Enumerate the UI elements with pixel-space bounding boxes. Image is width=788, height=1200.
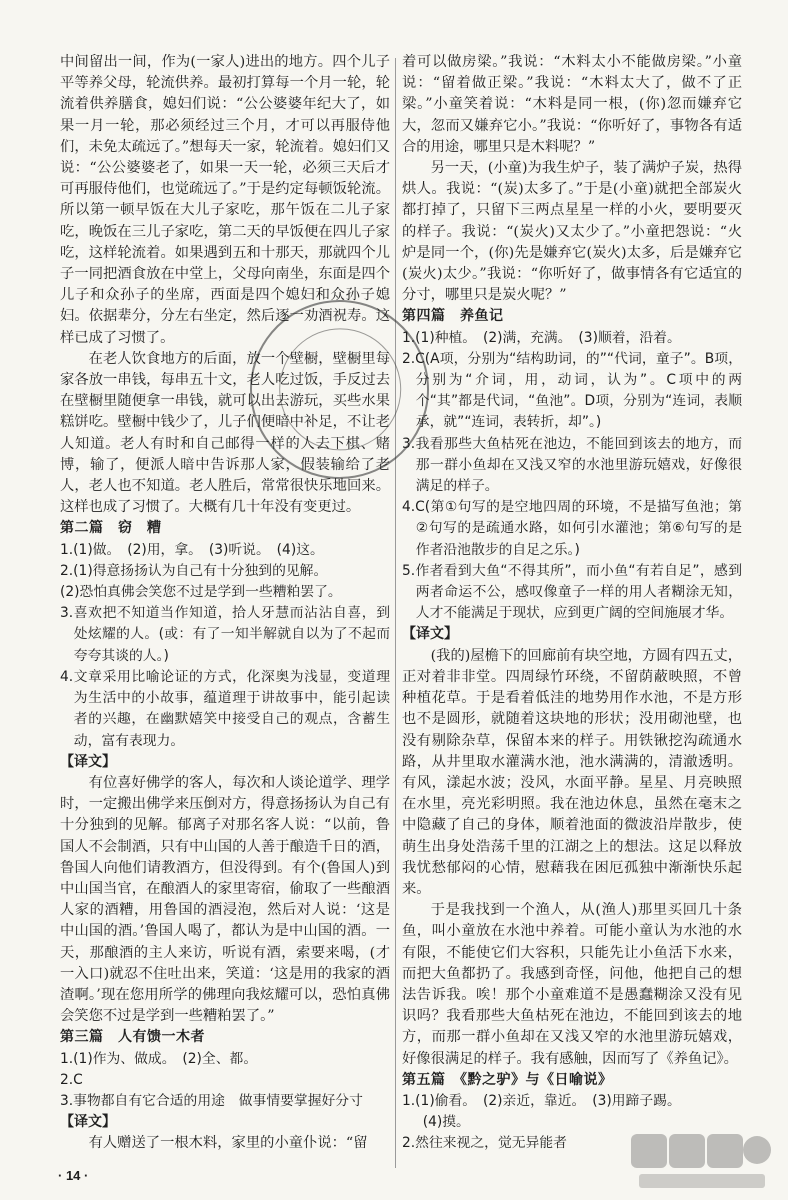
answer-item: 1.(1)种植。 (2)满，充满。 (3)顺着，沿着。 <box>402 329 681 346</box>
translation-text: 于是我找到一个渔人，从(渔人)那里买回几十条鱼，叫小童放在水池中养着。可能小童认为水池的水有限，不能使它们大容积，只能先让小鱼活下水来，而把大鱼都扔了。我感到奇怪，问他，他把自己的想法告诉我。唉！那个小童难道不是愚蠢糊涂又没有见识吗？我看那些大鱼枯死在池边，不能回到该去的地方，而那一群小鱼却在又浅又窄的水池里游玩嬉戏，好像很满足的样子。我有感触，因而写了《养鱼记》。 <box>402 902 742 1067</box>
column-divider <box>395 58 396 1168</box>
section-heading: 第四篇 养鱼记 <box>402 308 504 325</box>
translation-tag: 【译文】 <box>60 1114 116 1131</box>
section-heading: 第二篇 窃 糟 <box>60 520 162 537</box>
paragraph: 在老人饮食地方的后面，放一个壁橱，壁橱里每家各放一串钱，每串五十文，老人吃过饭，手反过去在壁橱里随便拿一串钱，就可以出去游玩，买些水果糕饼吃。壁橱中钱少了，儿子们便暗中补足，不让老人知道。老人有时和自己邮得一样的人去下棋、赌博，输了，便派人暗中告诉那人家，假装输给了老人，老人也不知道。老人胜后，常常很快乐地回来。这样也成了习惯了。大概有几十年没有变更过。 <box>60 350 390 516</box>
answer-item: 2.然往来视之，觉无异能者 <box>402 1135 567 1152</box>
answer-item: 2.(1)得意扬扬认为自己有十分独到的见解。 <box>60 562 328 579</box>
answer-item: 1.(1)做。 (2)用，拿。 (3)听说。 (4)这。 <box>60 541 324 558</box>
section-heading: 第五篇 《黔之驴》与《日喻说》 <box>402 1071 613 1088</box>
answer-item: 4.C(第①句写的是空地四周的环境，不是描写鱼池；第②句写的是疏通水路，如何引水灌池；第⑥句写的是作者沿池散步的自足之乐。) <box>402 499 742 558</box>
answer-item: 2.C <box>60 1071 83 1088</box>
translation-text: 有人赠送了一根木料，家里的小童仆说：“留 <box>88 1135 368 1152</box>
answer-item: 3.喜欢把不知道当作知道，拾人牙慧而沾沾自喜，到处炫耀的人。(或：有了一知半解就自以为了不起而夸夸其谈的人。) <box>60 605 390 664</box>
paragraph: 另一天，(小童)为我生炉子，装了满炉子炭，热得烘人。我说：“(炭)太多了。”于是(小童)就把全部炭火都打掉了，只留下三两点星星一样的小火，要明要灭的样子。我说：“(炭火)又太少了。”小童把怨说：“火炉是同一个，(你)先是嫌弃它(炭火)太多，后是嫌弃它(炭火)太少。”我说：“你听好了，做事情各有它适宜的分寸，哪里只是炭火呢？” <box>402 160 742 304</box>
answer-item: (4)摸。 <box>422 1114 470 1131</box>
translation-tag: 【译文】 <box>402 626 458 643</box>
paragraph: 中间留出一间，作为(一家人)进出的地方。四个儿子平等养父母，轮流供养。最初打算每一个月一轮，轮流着供养膳食，媳妇们说：“公公婆婆年纪大了，如果一月一轮，那必须经过三个月，才可以再服侍他们，未免太疏远了。”想每天一家，轮流着。媳妇们又说：“公公婆婆老了，如果一天一轮，必须三天后才可再服侍他们，也觉疏远了。”于是约定每顿饭轮流。所以第一顿早饭在大儿子家吃，那午饭在二儿子家吃，晚饭在三儿子家吃，第二天的早饭便在四儿子家吃，这样轮流着。如果遇到五和十那天，那就四个儿子一同把酒食放在中堂上，父母向南坐，东面是四个儿子和众孙子的坐席，西面是四个媳妇和众孙子媳妇。依据辈分，分左右坐定，然后逐一劝酒祝寿。这样已成了习惯了。 <box>60 54 390 346</box>
answer-item: 5.作者看到大鱼“不得其所”，而小鱼“有若自足”，感到两者命运不公，感叹像童子一样的用人者糊涂无知，人才不能满足于现状，应到更广阔的空间施展才华。 <box>402 562 742 622</box>
page-number: · 14 · <box>58 1168 89 1183</box>
answer-item: 1.(1)作为、做成。 (2)全、都。 <box>60 1050 258 1067</box>
translation-text: 有位喜好佛学的客人，每次和人谈论道学、理学时，一定搬出佛学来压倒对方，得意扬扬认为自己有十分独到的见解。郁离子对那名客人说：“以前，鲁国人不会制酒，只有中山国的人善于酿造千日的酒，鲁国人向他们请教酒方，但没得到。有个(鲁国人)到中山国当官，在酿酒人的家里寄宿，偷取了一些酿酒人家的酒糟，用鲁国的酒浸泡，然后对人说：‘这是中山国的酒。’鲁国人喝了，都认为是中山国的酒。一天，那酿酒的主人来访，听说有酒，索要来喝，(才一入口)就忍不住吐出来，笑道：‘这是用的我家的酒渣啊。’现在您用所学的佛理向我炫耀可以，恐怕真佛会笑您不过是学到一些糟粕罢了。” <box>60 774 390 1025</box>
answer-item: 4.文章采用比喻论证的方式，化深奥为浅显，变道理为生活中的小故事，蕴道理于讲故事中，能引起读者的兴趣，在幽默嬉笑中接受自己的观点，含蓄生动，富有表现力。 <box>60 668 390 749</box>
translation-tag: 【译文】 <box>60 753 116 770</box>
right-column <box>402 52 742 1155</box>
answer-item: (2)恐怕真佛会笑您不过是学到一些糟粕罢了。 <box>60 584 342 601</box>
paragraph: 着可以做房梁。”我说：“木料太小不能做房梁。”小童说：“留着做正梁。”我说：“木料太大了，做不了正梁。”小童笑着说：“木料是同一根，(你)忽而嫌弃它大，忽而又嫌弃它小。”我说：“你听好了，事物各有适合的用途，哪里只是木料呢？” <box>402 54 742 155</box>
answer-item: 3.事物都自有它合适的用途 做事情要掌握好分寸 <box>60 1092 363 1109</box>
answer-item: 1.(1)偷看。 (2)亲近，靠近。 (3)用蹄子踢。 <box>402 1092 681 1109</box>
section-heading: 第三篇 人有馈一木者 <box>60 1029 205 1046</box>
left-column <box>60 52 390 1155</box>
translation-text: (我的)屋檐下的回廊前有块空地，方圆有四五丈，正对着非非堂。四周绿竹环绕，不留荫蔽映照，不曾种植花草。于是看着低洼的地势用作水池，不是方形也不是圆形，就随着这块地的形状；没用砌池壁，也没有剔除杂草，保留本来的样子。用铁锹挖沟疏通水路，从井里取水灌满水池，池水满满的，清澈透明。有风，漾起水波；没风，水面平静。星星、月亮映照在水里，亮光彩明照。我在池边休息，虽然在毫末之中隐藏了自己的身体，顺着池面的微波沿岸散步，使萌生出身处浩荡千里的江湖之上的想法。这足以释放我忧愁郁闷的心情，慰藉我在困厄孤独中渐渐快乐起来。 <box>402 647 742 897</box>
answer-item: 3.我看那些大鱼枯死在池边，不能回到该去的地方，而那一群小鱼却在又浅又窄的水池里游玩嬉戏，好像很满足的样子。 <box>402 435 742 495</box>
answer-item: 2.C(A项，分别为“结构助词，的”“代词，童子”。B项，分别为“介词，用，动词，认为”。C项中的两个“其”都是代词，“鱼池”。D项，分别为“连词，表顺承，就”“连词，表转折，却”。) <box>402 350 742 431</box>
